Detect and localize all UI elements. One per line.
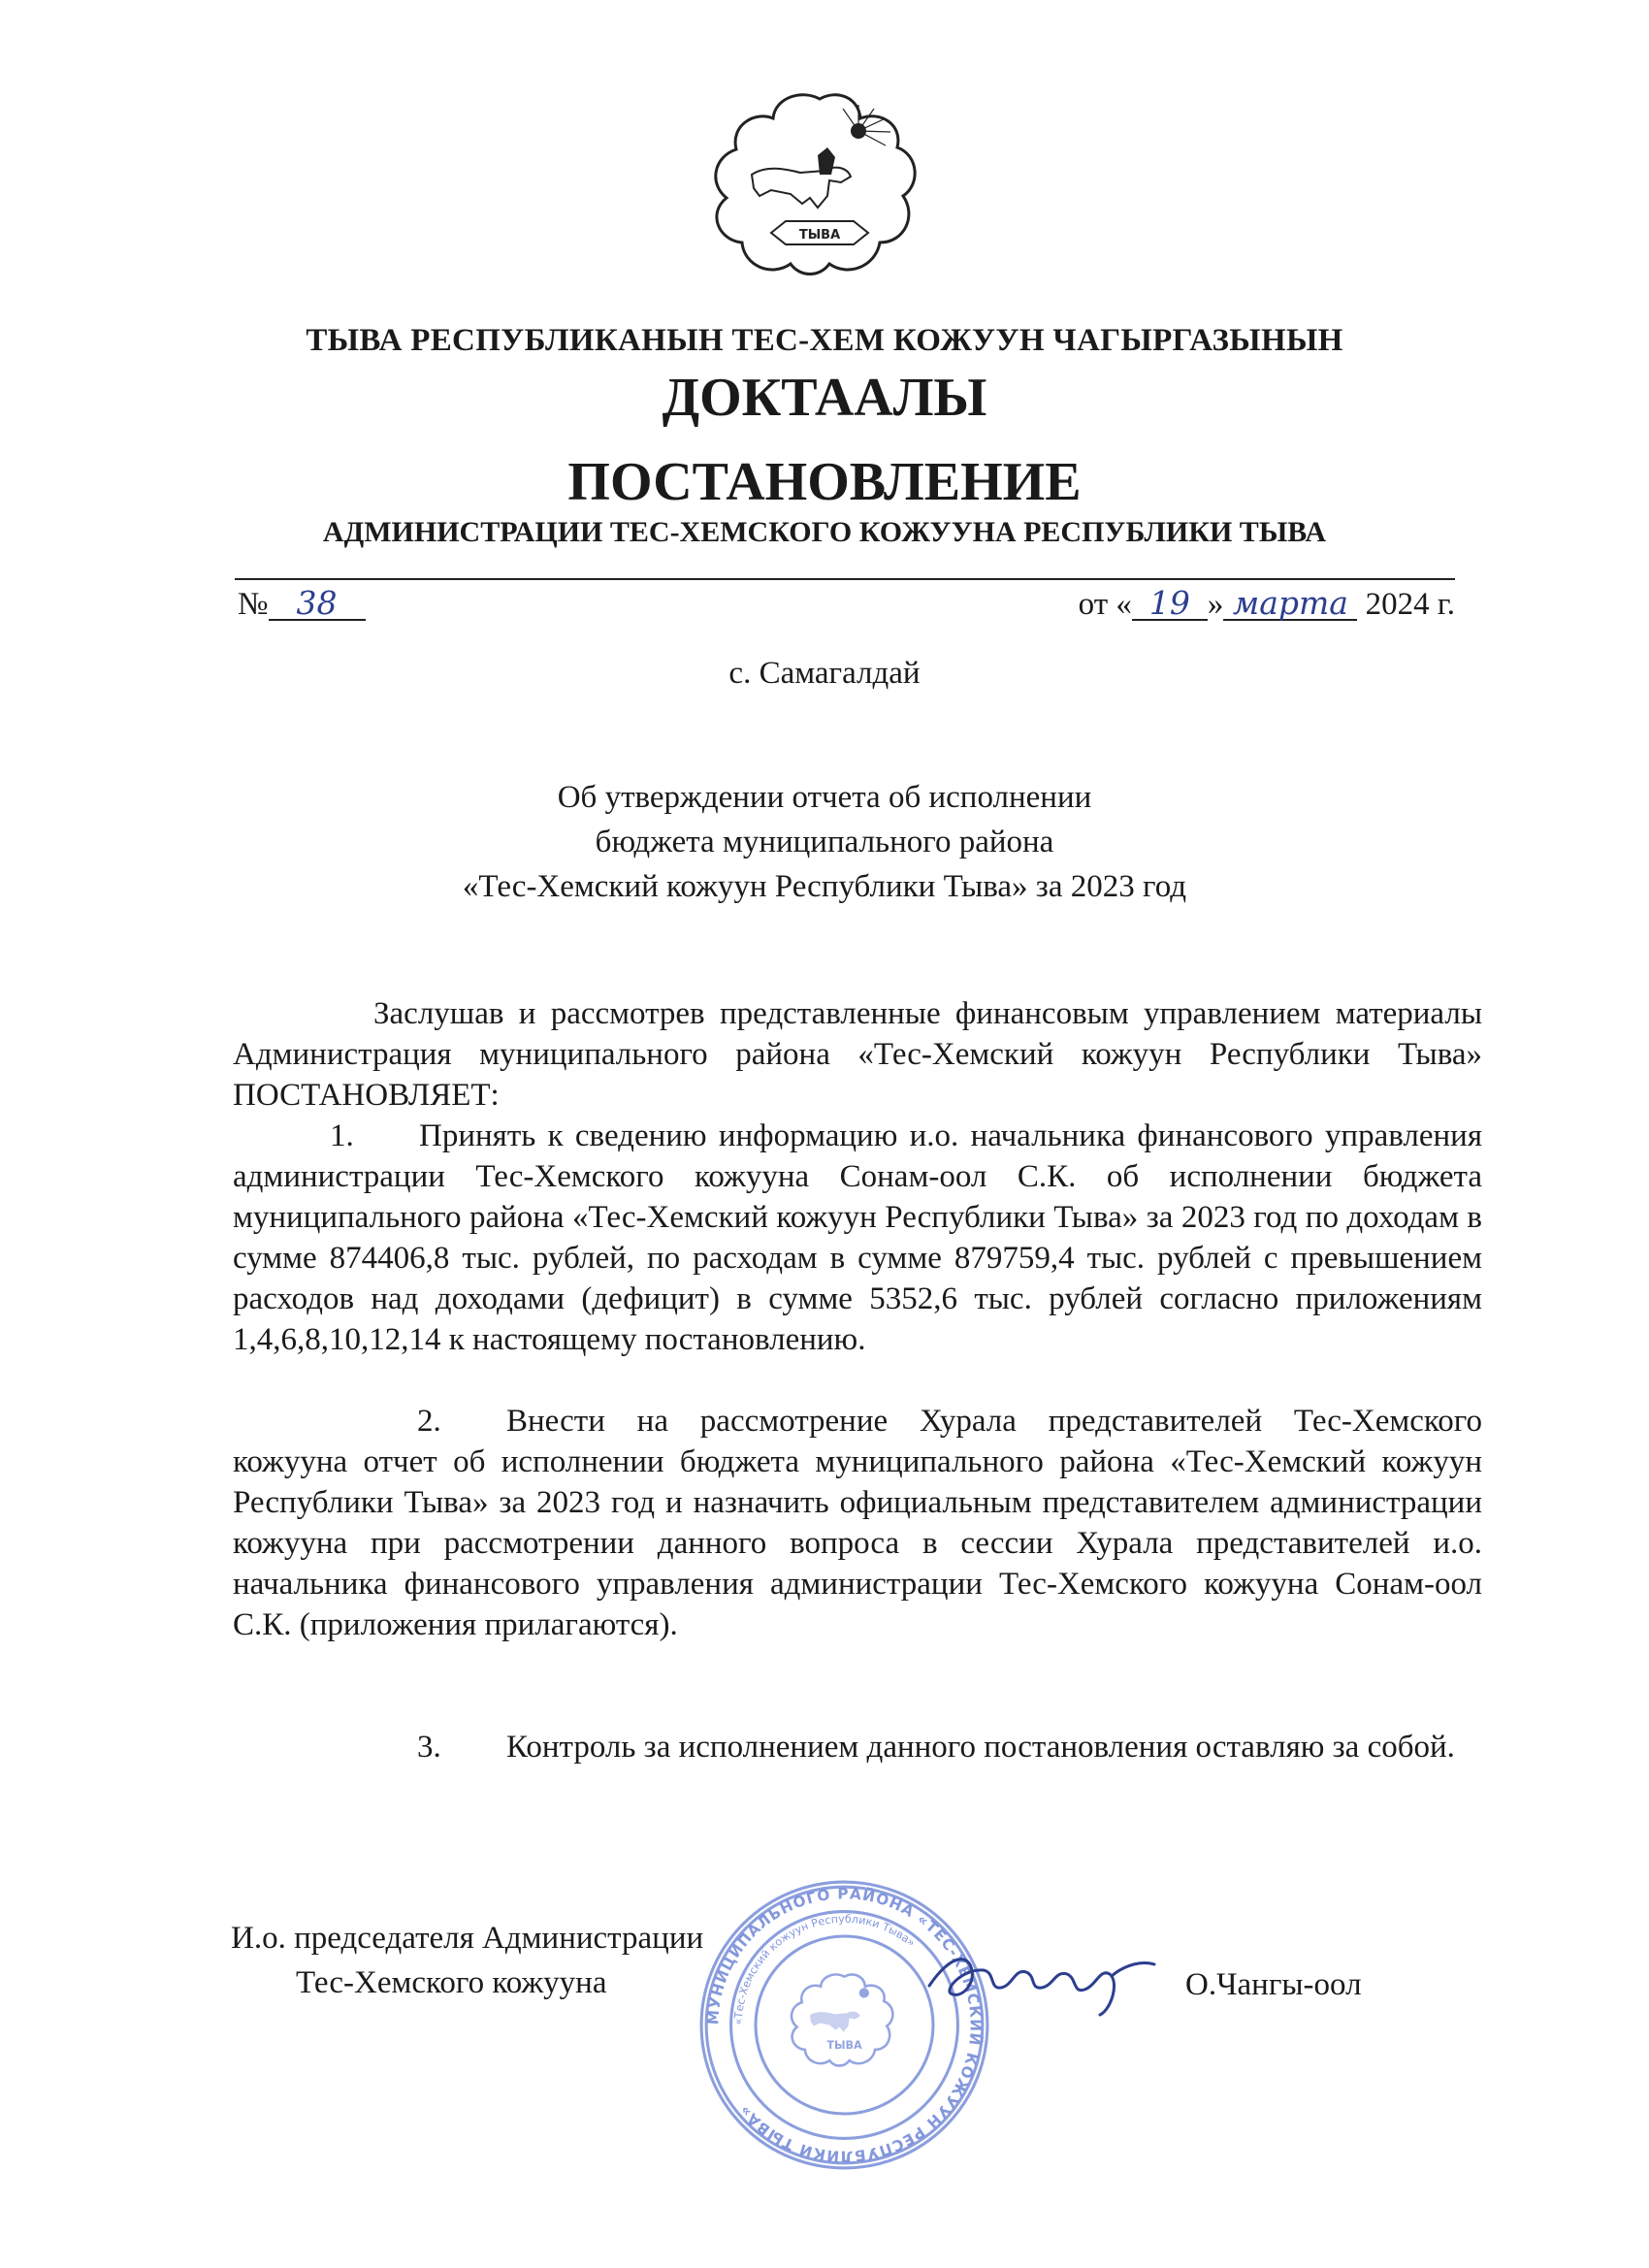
number-value: 38 — [269, 587, 366, 621]
resolution-item-2 — [233, 1401, 1482, 1645]
date-prefix: от « — [1078, 587, 1132, 622]
header-administration: АДМИНИСТРАЦИИ ТЕС-ХЕМСКОГО КОЖУУНА РЕСПУБЛИКИ ТЫВА — [322, 516, 1327, 548]
date-day: 19 — [1132, 587, 1208, 621]
stamp-outer-text: МУНИЦИПАЛЬНОГО РАЙОНА «ТЕС-ХЕМСКИЙ КОЖУУН РЕСПУБЛИКИ ТЫВА» — [704, 1885, 985, 2165]
document-date — [1078, 584, 1455, 623]
title-line-3: «Тес-Хемский кожуун Республики Тыва» за 2023 год — [462, 869, 1187, 904]
emblem-label: ТЫВА — [798, 228, 841, 243]
item-marker: 2. — [417, 1404, 441, 1439]
resolution-item-3 — [233, 1727, 1482, 1767]
date-middle: » — [1207, 587, 1224, 622]
item-text: Контроль за исполнением данного постановления оставляю за собой. — [506, 1730, 1455, 1765]
header-divider — [235, 578, 1455, 580]
signatory-name: О.Чангы-оол — [1185, 1967, 1362, 2002]
official-stamp — [696, 1877, 992, 2173]
title-line-1: Об утверждении отчета об исполнении — [557, 780, 1092, 815]
stamp-center-label: ТЫВА — [826, 2038, 862, 2052]
stamp-inner-text: «Тес-Хемский кожуун Республики Тыва» — [731, 1912, 918, 2025]
title-line-2: бюджета муниципального района — [595, 825, 1054, 859]
document-number — [238, 584, 366, 623]
date-year: 2024 г. — [1365, 587, 1455, 622]
signatory-title-line-2: Тес-Хемского кожууна — [296, 1965, 607, 2000]
item-text: Принять к сведению информацию и.о. начальника финансового управления администрации Тес-Хемского кожууна Сонам-оол С.К. об исполнении бюджета муниципального района «Тес-Хемский кожуун Республики Тыва» за 2023 год по доходам в сумме 874406,8 тыс. рублей, по расходам в сумме 879759,4 тыс. рублей с превышением расходов над доходами (дефицит) в сумме 5352,6 тыс. рублей согласно приложениям 1,4,6,8,10,12,14 к настоящему постановлению. — [233, 1118, 1482, 1357]
header-doktaaly: ДОКТААЛЫ — [662, 368, 987, 428]
signatory-title-line-1: И.о. председателя Администрации — [231, 1921, 704, 1956]
document-title — [0, 775, 1649, 909]
date-month: марта — [1223, 587, 1357, 621]
coat-of-arms-emblem — [713, 87, 926, 281]
place-of-issue: с. Самагалдай — [728, 656, 921, 691]
number-prefix: № — [238, 587, 269, 622]
item-marker: 1. — [330, 1118, 354, 1153]
item-text: Внести на рассмотрение Хурала представителей Тес-Хемского кожууна отчет об исполнении бюджета муниципального района «Тес-Хемский кожуун Республики Тыва» за 2023 год и назначить официальным представителем администрации кожууна при рассмотрении данного вопроса в сессии Хурала представителей и.о. начальника финансового управления администрации Тес-Хемского кожууна Сонам-оол С.К. (приложения прилагаются). — [233, 1404, 1482, 1642]
resolution-item-1 — [233, 1116, 1482, 1360]
header-line-tuvan-authority: ТЫВА РЕСПУБЛИКАНЫН ТЕС-ХЕМ КОЖУУН ЧАГЫРГАЗЫНЫН — [306, 323, 1343, 358]
handwritten-signature — [922, 1926, 1164, 2023]
item-marker: 3. — [417, 1730, 441, 1765]
preamble-paragraph: Заслушав и рассмотрев представленные финансовым управлением материалы Администрация муниципального района «Тес-Хемский кожуун Республики Тыва» ПОСТАНОВЛЯЕТ: — [233, 996, 1482, 1113]
header-postanovlenie: ПОСТАНОВЛЕНИЕ — [567, 452, 1082, 512]
